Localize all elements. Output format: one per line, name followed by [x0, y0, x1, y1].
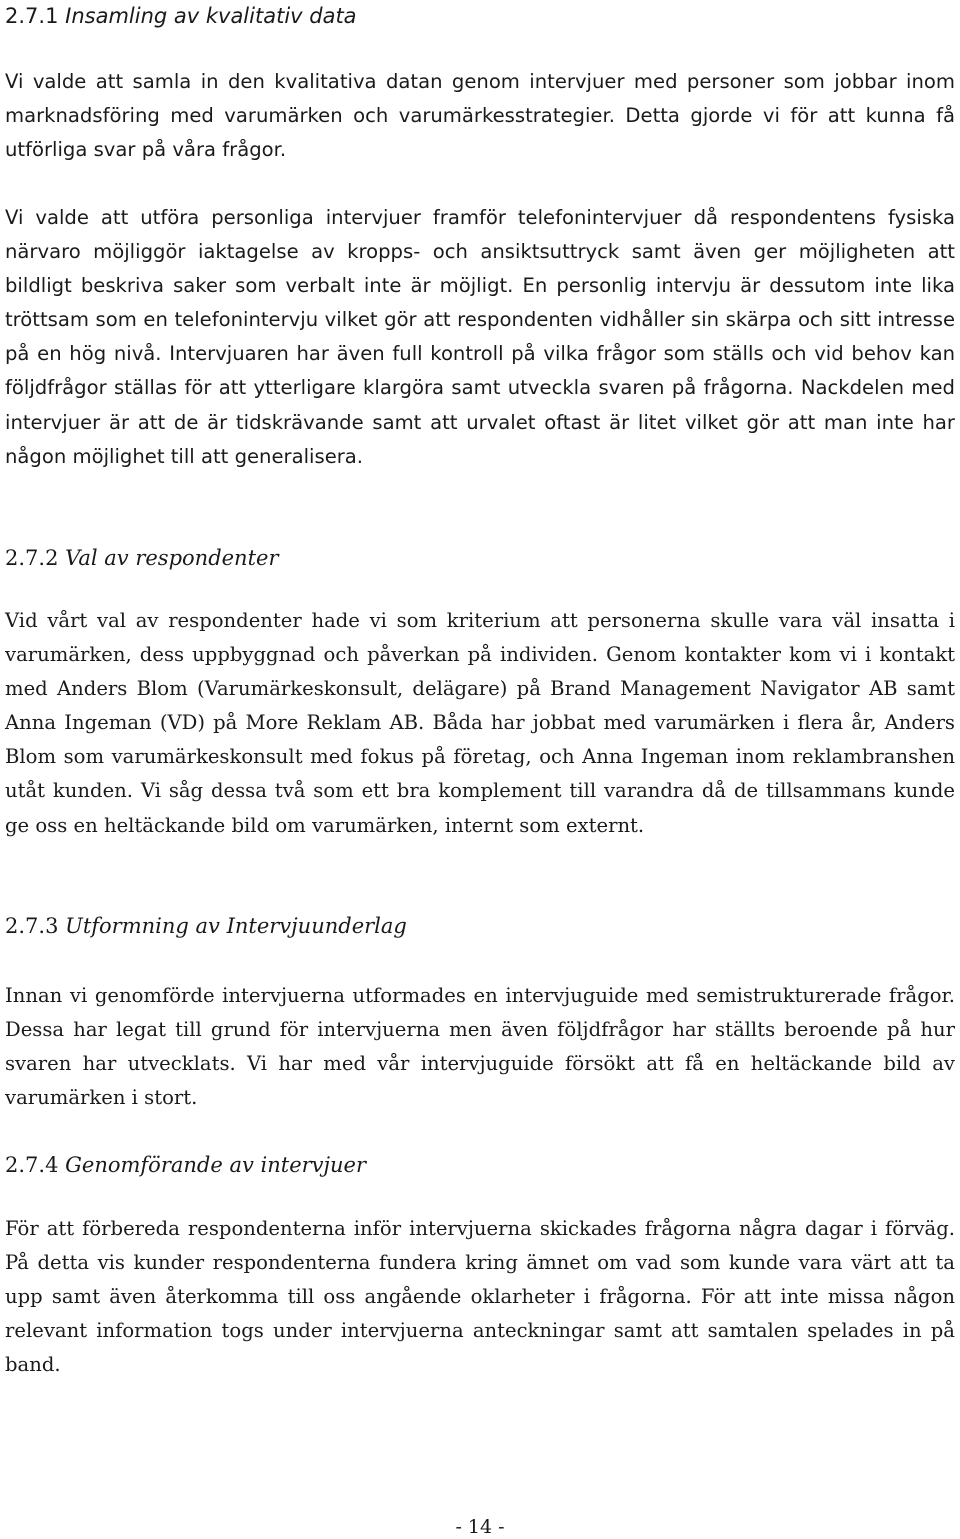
- paragraph: Innan vi genomförde intervjuerna utformades en intervjuguide med semistrukturerade frågor. Dessa har legat till grund för intervjuerna men även följdfrågor har ställts beroende på hur svaren har utvecklats. Vi har med vår intervjuguide försökt att få en heltäckande bild av varumärken i stort.: [5, 984, 955, 1110]
- paragraph: För att förbereda respondenterna inför intervjuerna skickades frågorna några dagar i förväg. På detta vis kunder respondenterna fundera kring ämnet om vad som kunde vara värt att ta upp samt även återkomma till oss angående oklarheter i frågorna. För att inte missa någon relevant information togs under intervjuerna anteckningar samt att samtalen spelades in på band.: [5, 1217, 955, 1377]
- section-heading-2-7-1: [5, 1, 357, 31]
- section-number: 2.7.3: [5, 914, 59, 938]
- page-number: [0, 1515, 960, 1539]
- section-title: Insamling av kvalitativ data: [65, 4, 357, 28]
- paragraph: Vid vårt val av respondenter hade vi som kriterium att personerna skulle vara väl insatta i varumärken, dess uppbyggnad och påverkan på individen. Genom kontakter kom vi i kontakt med Anders Blom (Varumärkeskonsult, delägare) på Brand Management Navigator AB samt Anna Ingeman (VD) på More Reklam AB. Båda har jobbat med varumärken i flera år, Anders Blom som varumärkeskonsult med fokus på företag, och Anna Ingeman inom reklambranshen utåt kunden. Vi såg dessa två som ett bra komplement till varandra då de tillsammans kunde ge oss en heltäckande bild om varumärken, internt som externt.: [5, 609, 955, 837]
- section-heading-2-7-2: [5, 543, 279, 573]
- section-number: 2.7.1: [5, 4, 59, 28]
- section-heading-2-7-4: [5, 1150, 366, 1180]
- page-number-label: - 14 -: [455, 1516, 505, 1538]
- section-number: 2.7.2: [5, 546, 59, 570]
- section-heading-2-7-3: [5, 911, 407, 941]
- section-number: 2.7.4: [5, 1153, 59, 1177]
- section-title: Val av respondenter: [65, 546, 279, 570]
- paragraph: Vi valde att utföra personliga intervjuer framför telefonintervjuer då respondentens fysiska närvaro möjliggör iaktagelse av kropps- och ansiktsuttryck samt även ger möjligheten att bildligt beskriva saker som verbalt inte är möjligt. En personlig intervju är dessutom inte lika tröttsam som en telefonintervju vilket gör att respondenten vidhåller sin skärpa och sitt intresse på en hög nivå. Intervjuaren har även full kontroll på vilka frågor som ställs och vid behov kan följdfrågor ställas för att ytterligare klargöra samt utveckla svaren på frågorna. Nackdelen med intervjuer är att de är tidskrävande samt att urvalet oftast är litet vilket gör att man inte har någon möjlighet till att generalisera.: [5, 206, 955, 468]
- paragraph: Vi valde att samla in den kvalitativa datan genom intervjuer med personer som jobbar inom marknadsföring med varumärken och varumärkesstrategier. Detta gjorde vi för att kunna få utförliga svar på våra frågor.: [5, 70, 955, 162]
- section-title: Genomförande av intervjuer: [65, 1153, 367, 1177]
- section-title: Utformning av Intervjuunderlag: [65, 914, 407, 938]
